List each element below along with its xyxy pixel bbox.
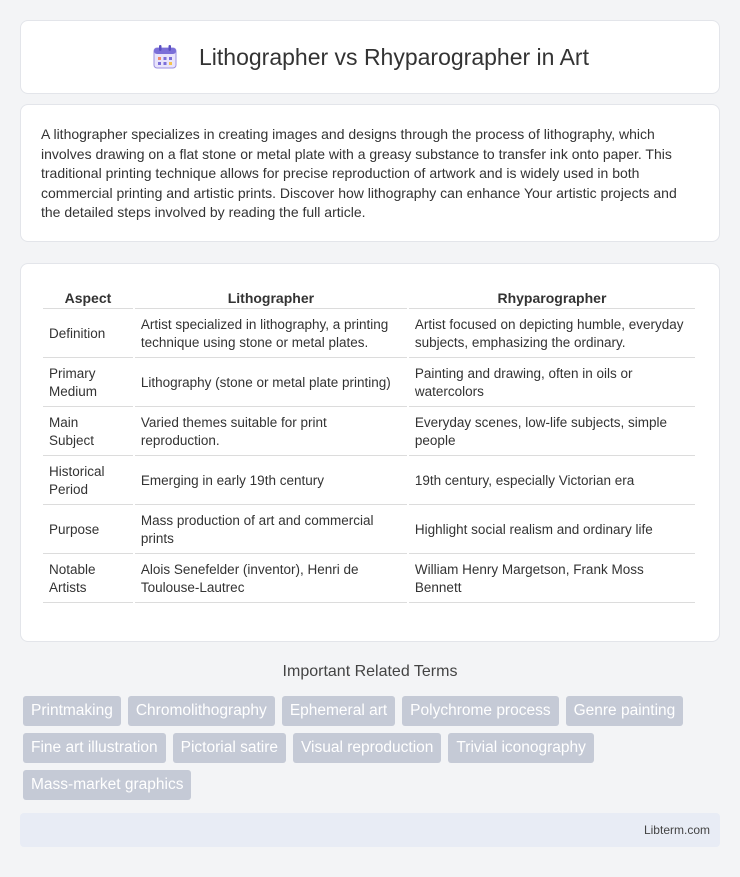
tag-ephemeral-art[interactable]: Ephemeral art [282,696,395,726]
tag-printmaking[interactable]: Printmaking [23,696,121,726]
tag-genre-painting[interactable]: Genre painting [566,696,684,726]
row-aspect: Purpose [43,507,133,554]
row-lithographer: Artist specialized in lithography, a printing technique using stone or metal plates. [135,311,407,358]
table-row [43,458,695,505]
comparison-table [41,285,697,605]
comparison-card [20,263,720,642]
calendar-icon [151,43,179,71]
header-rhyparographer: Rhyparographer [409,287,695,309]
row-aspect: Main Subject [43,409,133,456]
table-row [43,311,695,358]
row-aspect: Primary Medium [43,360,133,407]
row-aspect: Definition [43,311,133,358]
row-lithographer: Varied themes suitable for print reproduction. [135,409,407,456]
tag-pictorial-satire[interactable]: Pictorial satire [173,733,286,763]
row-aspect: Historical Period [43,458,133,505]
table-row [43,507,695,554]
row-lithographer: Mass production of art and commercial prints [135,507,407,554]
intro-card [20,104,720,242]
title-card [20,20,720,94]
page-title: Lithographer vs Rhyparographer in Art [199,43,589,70]
row-rhyparographer: Everyday scenes, low-life subjects, simple people [409,409,695,456]
tag-visual-reproduction[interactable]: Visual reproduction [293,733,441,763]
tag-mass-market-graphics[interactable]: Mass-market graphics [23,770,191,800]
tag-polychrome-process[interactable]: Polychrome process [402,696,558,726]
tag-chromolithography[interactable]: Chromolithography [128,696,275,726]
related-terms-title: Important Related Terms [282,663,458,680]
related-terms-list [23,696,713,800]
tag-fine-art-illustration[interactable]: Fine art illustration [23,733,166,763]
footer [20,813,720,847]
table-header-row [43,287,695,309]
row-lithographer: Alois Senefelder (inventor), Henri de Toulouse-Lautrec [135,556,407,603]
header-lithographer: Lithographer [135,287,407,309]
tag-trivial-iconography[interactable]: Trivial iconography [448,733,594,763]
table-row [43,409,695,456]
row-rhyparographer: William Henry Margetson, Frank Moss Bennett [409,556,695,603]
footer-site-link[interactable]: Libterm.com [643,823,710,837]
row-rhyparographer: Artist focused on depicting humble, everyday subjects, emphasizing the ordinary. [409,311,695,358]
row-rhyparographer: Highlight social realism and ordinary life [409,507,695,554]
intro-paragraph: A lithographer specializes in creating images and designs through the process of lithography, which involves drawing on a flat stone or metal plate with a greasy substance to transfer ink onto paper. This traditional printing technique allows for precise reproduction of artwork and is widely used in both commercial printing and artistic prints. Discover how lithography can enhance Your artistic projects and the detailed steps involved by reading the full article. [41,126,677,220]
header-aspect: Aspect [43,287,133,309]
row-rhyparographer: Painting and drawing, often in oils or watercolors [409,360,695,407]
table-row [43,360,695,407]
row-lithographer: Emerging in early 19th century [135,458,407,505]
table-row [43,556,695,603]
row-rhyparographer: 19th century, especially Victorian era [409,458,695,505]
row-aspect: Notable Artists [43,556,133,603]
row-lithographer: Lithography (stone or metal plate printing) [135,360,407,407]
